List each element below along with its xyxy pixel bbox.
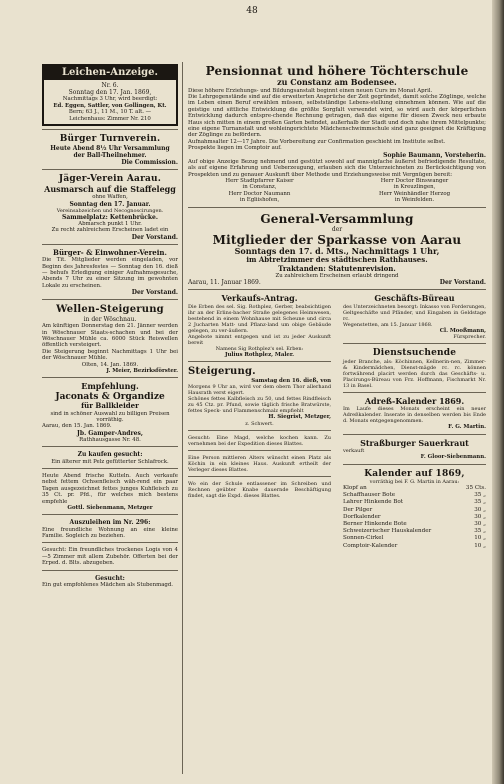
turnverein-sign: Die Commission. — [121, 158, 178, 166]
geschaefts-title: Geschäfts-Büreau — [374, 293, 455, 304]
wellen-text: Am künftigen Donnerstag den 21. Jänner werden in Wöschnauer Staats-schachen und bei der Wöschnauer Mühle ca. 6000 Stück Reiswellen öffentlich versteigert. — [42, 323, 178, 349]
steigerung-h1: Samstag den 16. dieß, von — [251, 377, 332, 384]
verkauf-ad — [188, 292, 331, 362]
pensionnat-ad — [188, 62, 486, 208]
adress-sign: F. G. Martin. — [448, 424, 486, 431]
jaeger-h2: ohne Waffen, — [92, 194, 128, 201]
auszuleihen-title: Auszuleihen im Nr. 296: — [69, 519, 151, 527]
page-number: 48 — [246, 6, 258, 16]
ref4-place: in Weinfelden. — [394, 197, 435, 204]
pensionnat-p2: Die Lehrgegenstände sind auf die erweiterten Ansprüche der Zeit gegründet, damit solche Zöglinge, welche im Leben einen Beruf erwählen müssen, selbstständige Lebens-stellung einnehmen können. Wie auf die geistige und sittliche Entwicklung die größte Sorgfalt verwendet wird, so wird auch der körperlichen Entwicklung dadurch entspre-chende Rechnung getragen, daß das eigene für diesen Zweck neu erbaute Haus sich mitten in einem großen Garten befindet, außerhalb der Stadt und doch nahe ihrem Mittelpunkte; eine eigene Turnanstalt und wohleingerichtete Mädchenschwimmschule sind ganz geeignet die Kräftigung der Zöglinge zu befördern. — [188, 93, 486, 139]
notice-time: Nachmittags 3 Uhr, wird beerdigt: — [62, 96, 158, 103]
ref1-place: in Constanz, — [242, 184, 277, 191]
zukaufen-title: Zu kaufen gesucht: — [77, 451, 143, 459]
einwohner-title: Bürger- & Einwohner-Verein. — [53, 247, 167, 257]
kalender-item — [343, 521, 486, 528]
kalender-item-price: 10 „ — [474, 542, 486, 549]
sauerkraut-title: Straßburger Sauerkraut — [360, 437, 469, 448]
gesucht-magd-ad — [188, 433, 331, 451]
kalender-item-name: Der Pilger — [342, 506, 373, 513]
dienst-title: Dienstsuchende — [372, 348, 457, 359]
kalender-item — [343, 514, 486, 521]
kalender-item — [343, 535, 486, 542]
kutteln-ad — [42, 471, 178, 515]
gesucht-magd-left-ad — [42, 573, 178, 592]
kalender-item-price: 35 „ — [474, 528, 486, 535]
kalender-item — [343, 543, 486, 550]
geschaefts-text: des Unterzeichneten besorgt: Inkasso von Forderungen, Geltgeschäfte und Pfänder, und Eingaben in Geldstage rc. — [342, 303, 486, 322]
turnverein-ad — [42, 132, 178, 170]
empfehlung-title: Empfehlung. — [81, 381, 139, 392]
notice-number: Nr. 6. — [101, 82, 119, 89]
ref3-place: in Egliishofen, — [239, 197, 280, 204]
verkauf-sign2: Julius Rothplez, Maler. — [224, 351, 295, 358]
gv-sign: Der Vorstand. — [439, 279, 486, 287]
lehrlinge-ad — [188, 479, 331, 502]
steigerung-ad — [188, 364, 331, 430]
kalender-sub: vorräthig bei F. G. Martin in Aarau: — [369, 479, 460, 486]
empfehlung-ad — [42, 380, 178, 447]
jaeger-h6: Abmarsch punkt 1 Uhr. — [78, 220, 142, 227]
auszuleihen-ad — [42, 517, 178, 543]
kalender-item-price: 35 „ — [474, 492, 486, 499]
kalender-item-name: Comptoir-Kalender — [342, 542, 398, 549]
kalender-item-price: 35 „ — [474, 499, 486, 506]
empfehlung-h2: für Ballkleider — [81, 401, 139, 411]
kalender-item — [343, 492, 486, 499]
kalender-item-name: Sonnen-Cirkel — [342, 535, 384, 542]
kalender-item — [343, 485, 486, 492]
empfehlung-addr: Rathhausgasse Nr. 48. — [79, 436, 141, 443]
wellen-sign: J. Meier, Bezirksförster. — [106, 367, 178, 374]
steigerung-text: Morgens 9 Uhr an, wird vor dem obern Thor allerhand Hausrath verst eigert. — [188, 384, 332, 397]
geschaefts-date: Wegenstetten, am 15. Januar 1868. — [342, 321, 433, 328]
jaeger-h3: Sonntag den 17. Januar. — [69, 200, 151, 208]
gv-title: General-Versammlung — [260, 211, 414, 226]
kalender-item-name: Dorfkalender — [342, 513, 381, 520]
kalender-list — [343, 485, 486, 550]
gesucht-logis-ad — [42, 545, 178, 570]
kalender-item — [343, 507, 486, 514]
empfehlung-h1: Jaconats & Organdize — [55, 391, 165, 402]
kalender-ad — [343, 467, 486, 553]
wellen-date: Olten, 14. Jan. 1869. — [81, 361, 139, 368]
kalender-item — [343, 499, 486, 506]
empfehlung-date: Aarau, den 15. Jan. 1869. — [42, 423, 112, 430]
gv-h3: im Abtretzimmer des städtischen Rathhauses. — [246, 255, 428, 265]
gv-h1: Mitglieder der Sparkasse von Aarau — [212, 232, 462, 247]
lehrlinge-text: Wo ein der Schule entlassener im Schreiben und Rechnen geübter Knabe dauernde Beschäftigung findet, sagt die Expd. dieses Blattes. — [188, 480, 332, 499]
verkauf-text2: Angebote nimmt entgegen und ist zu jeder Auskunft bereit — [188, 333, 332, 346]
gesucht-person-ad — [188, 453, 331, 477]
gesucht-magd-left-text: Ein gut empfohlenes Mädchen als Stubenmagd. — [42, 581, 174, 588]
empfehlung-firm: Jb. Gamper-Andres, — [77, 429, 143, 437]
kutteln-text: Heute Abend frische Kutteln. Auch verkaufe nebst fettem Ochsenfleisch wäh-rend ein paar Tagen ausgezeichnet fettes junges Kuhfleisch zu 35 Ct. pr. Pfd., für welches mich bestens empfehle — [42, 473, 178, 505]
wellen-sub: in der Wöschnau. — [83, 315, 137, 323]
gesucht-magd-left-title: Gesucht: — [95, 574, 125, 582]
left-column — [42, 62, 178, 593]
right-two-columns — [188, 292, 486, 555]
jaeger-h7: Zu recht zahlreichem Erscheinen ladet ein — [51, 227, 169, 234]
kutteln-sign: Gottl. Siebenmann, Metzger — [67, 505, 153, 512]
jaeger-sign: Der Vorstand. — [131, 233, 178, 241]
notice-date: Sonntag den 17. Jan. 1869, — [68, 89, 152, 97]
pensionnat-p3: Aufnahmsalter 12—17 Jahre. Die Vorbereitung zur Confirmation geschieht im Institute selbst. — [188, 138, 446, 145]
kalender-item-price: 35 Cts. — [465, 485, 486, 492]
ref2-place: in Kreuzlingen, — [393, 184, 436, 191]
wellen-text2: Die Steigerung beginnt Nachmittags 1 Uhr bei der Wöschnauer Mühle. — [42, 348, 178, 362]
ref1-name: Herr Stadtpfarrer Kaiser — [225, 177, 294, 184]
ref3-name: Herr Doctor Naumann — [228, 190, 291, 197]
page-edge — [492, 0, 504, 784]
sauerkraut-ad — [343, 437, 486, 465]
kalender-item-price: 10 „ — [474, 535, 486, 542]
gesucht-magd-text: Gesucht: Eine Magd, welche kochen kann. Zu vernehmen bei der Expedition dieses Blattes. — [188, 434, 332, 447]
kalender-item-price: 30 „ — [474, 521, 486, 528]
empfehlung-text: sind in schöner Auswahl zu billigen Preisen vorräthig. — [50, 410, 170, 423]
turnverein-line1: Heute Abend 8½ Uhr Versammlung — [50, 144, 170, 152]
death-notice-title: Leichen-Anzeige. — [44, 66, 176, 80]
adress-title: Adreß-Kalender 1869. — [364, 395, 465, 406]
notice-address: Leichenhaus: Zimmer Nr. 210 — [69, 115, 151, 122]
adress-ad — [343, 395, 486, 435]
jaeger-h4: Vereinsabzeichen und Necognoscirungen. — [56, 207, 164, 214]
gv-invite: Zu zahlreichem Erscheinen erlaubt dringend — [275, 272, 399, 279]
sauerkraut-sign: F. Gloor-Siebenmann. — [420, 454, 486, 461]
verkauf-text: Die Erben des sel. Sig. Rothplez, Gerber, beabsichtigen ihr an der Erlins-bacher Straße gelegenes Heimwesen, bestehend in einem Wohnhause mit Scheune und circa 2 Jucharten Matt- und Pflanz-land um obige Gebäude gelegen, zu ver-äußern. — [188, 303, 332, 334]
kalender-item-name: Klopf an — [342, 485, 367, 492]
geschaefts-ad — [343, 292, 486, 344]
death-notice — [42, 62, 178, 130]
pensionnat-p5: Auf obige Anzeige Bezug nehmend und gestützt sowohl auf mannigfache äußerst befriedigende Resultate, als auf eigene Erfahrung und Ueberzeugung, erlauben sich die Unterzeichneten zu Berücksichtigung von Prospekten und zu genauer Auskunft über Methode und Erziehungsweise mit Vergnügen bereit: — [188, 158, 486, 178]
kalender-item-name: Schweizerischer Hauskalender — [342, 528, 432, 535]
ref4-name: Herr Weinhändler Herzog — [378, 190, 451, 197]
kalender-item-price: 30 „ — [474, 513, 486, 520]
wellen-title: Wellen-Steigerung — [56, 304, 164, 316]
right-column — [188, 62, 486, 555]
kalender-title: Kalender auf 1869, — [364, 468, 465, 479]
right-subcol-left — [188, 292, 331, 503]
verkauf-title: Verkaufs-Antrag. — [221, 293, 298, 304]
pensionnat-title: Pensionnat und höhere Töchterschule — [205, 64, 469, 78]
dienst-text: jeder Branche, als: Köchinnen, Kellnerin-nen, Zimmer- & Kindermädchen, Dienst-mägde rc. rc. können fortwährend placirt werden durch das Geschäfts- u. Placirungs-Büreau von Frz. Hoffmann, Fischmarkt Nr. 13 in Basel. — [342, 358, 486, 389]
pensionnat-references — [188, 178, 486, 204]
steigerung-text2: Schönes fettes Kalbfleisch zu 50, und fettes Rindfleisch zu 45 Ctz. pr. Pfund, sowie täglich frische Bratwürste, fettes Speck- und Flammenschmalz empfiehlt — [188, 396, 332, 415]
einwohner-sign: Der Vorstand. — [131, 289, 178, 297]
jaeger-h5: Sammelplatz: Kettenbrücke. — [62, 213, 158, 221]
einwohner-ad — [42, 247, 178, 300]
jaeger-h1: Ausmarsch auf die Staffelegg — [44, 183, 176, 194]
kalender-item — [343, 528, 486, 535]
kalender-item-name: Schaffhauser Bote — [342, 492, 396, 499]
gv-h2: Sonntags den 17. d. Mts., Nachmittags 1 Uhr, — [234, 245, 440, 256]
steigerung-title: Steigerung. — [188, 366, 256, 378]
turnverein-title: Bürger Turnverein. — [59, 134, 161, 145]
auszuleihen-text: Eine freundliche Wohnung an eine kleine Familie. Sogleich zu beziehen. — [42, 526, 178, 540]
verkauf-sign1: Namens Sig Rothplez's sel. Erben: — [215, 345, 304, 352]
pensionnat-sign: Sophie Baumann, Vorsteherin. — [383, 151, 486, 159]
geschaefts-role: Fürsprecher. — [453, 334, 486, 341]
dienst-ad — [343, 346, 486, 393]
kalender-item-price: 30 „ — [474, 506, 486, 513]
pensionnat-subtitle: zu Constanz am Bodensee. — [277, 77, 397, 87]
adress-text: Im Laufe dieses Monats erscheint ein neuer Adreßkalender. Inserate in denselben werden bis Ende d. Monats entgegengenommen. — [342, 406, 486, 425]
notice-person: Ed. Eggen, Sattler, von Gollingen, Kt. — [53, 102, 167, 109]
jaeger-title: Jäger-Verein Aarau. — [58, 174, 162, 185]
generalversammlung-ad — [188, 210, 486, 291]
zukaufen-text: Ein älterer mit Pelz gefütterter Schlafrock. — [51, 458, 169, 465]
einwohner-text: Die Tit. Mitglieder werden eingeladen, vor Beginn des Jahresfestes — Sonntag den 16. dieß — behufs Erledigung einiger Aufnahmsgesuche, Abends 7 Uhr zu einer Sitzung im gewohnten Lokale zu erscheinen. — [42, 257, 178, 289]
pensionnat-p1: Diese höhere Erziehungs- und Bildungsanstalt beginnt einen neuen Curs im Monat April. — [188, 87, 433, 94]
gv-der: der — [331, 225, 343, 233]
ref2-name: Herr Doctor Binswanger — [380, 177, 449, 184]
turnverein-line2: der Ball-Theilnehmer. — [73, 151, 147, 159]
steigerung-sign2: z. Schwert. — [245, 420, 274, 427]
gesucht-person-text: Eine Person mittleren Alters wünscht einen Platz als Köchin in ein kleines Haus. Auskunft ertheilt der Verleger dieses Blattes. — [188, 454, 332, 473]
right-subcol-right — [343, 292, 486, 555]
notice-detail: Bern; 63 J., 11 M., 10 T. alt. — — [68, 109, 152, 116]
pensionnat-p4: Prospekte liegen im Comptoir auf. — [188, 145, 282, 152]
gv-place: Aarau, 11. Januar 1869. — [188, 279, 261, 287]
kalender-item-name: Berner Hinkende Bote — [342, 521, 407, 528]
kalender-item-name: Lahrer Hinkende Bot — [342, 499, 404, 506]
jaeger-ad — [42, 172, 178, 245]
column-divider — [182, 62, 183, 774]
gesucht-logis-text: Gesucht: Ein freundliches trockenes Logis von 4—5 Zimmer mit allem Zubehör. Offerten bei der Erped. d. Blts. abzugeben. — [42, 547, 178, 567]
steigerung-sign: H. Siegrist, Metzger, — [268, 414, 332, 421]
gv-trakt: Traktanden: Statutenrevision. — [278, 263, 396, 273]
sauerkraut-text: verkauft — [342, 448, 365, 455]
geschaefts-sign: Cl. Mooßmann, — [439, 327, 486, 334]
wellen-ad — [42, 302, 178, 378]
zukaufen-ad — [42, 449, 178, 469]
